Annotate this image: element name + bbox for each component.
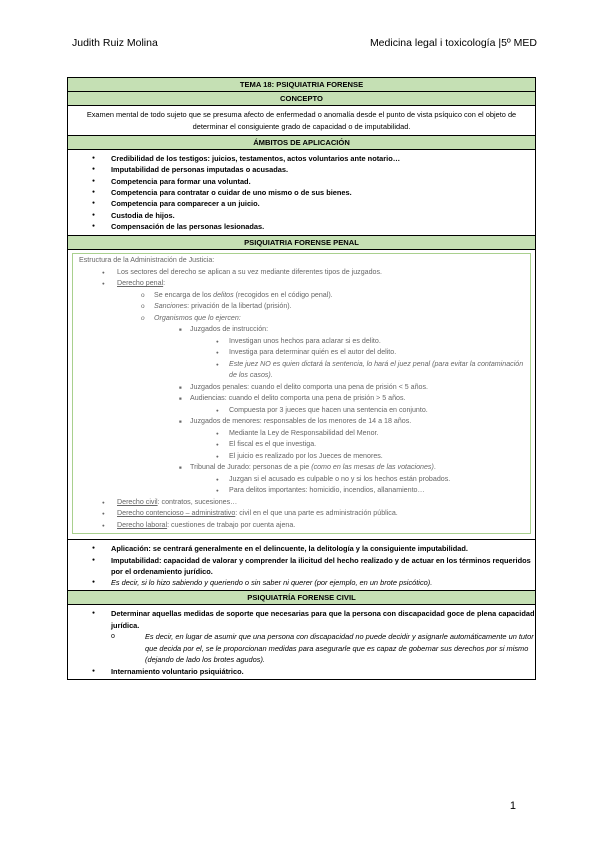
list-item: ● Custodia de hijos.	[68, 210, 535, 221]
text: .	[433, 463, 436, 472]
text-italic: delitos	[213, 290, 234, 299]
list-item: ● Competencia para formar una voluntad.	[68, 176, 535, 187]
text: : civil en el que una parte es administración pública.	[235, 509, 398, 518]
topic-table	[67, 77, 536, 680]
list-item: ● Los sectores del derecho se aplican a su vez mediante diferentes tipos de juzgados.	[79, 267, 524, 279]
text: : cuestiones de trabajo por cuenta ajena.	[167, 520, 296, 529]
derecho-civil-label: Derecho civil	[117, 497, 158, 506]
derecho-contencioso-label: Derecho contencioso – administrativo	[117, 509, 236, 518]
ambitos-body	[68, 150, 535, 236]
list-item: ● Este juez NO es quien dictará la sentencia, lo hará el juez penal (para evitar la contaminación de los casos).	[79, 359, 524, 382]
topic-title: TEMA 18: PSIQUIATRIA FORENSE	[68, 78, 535, 92]
list-item	[79, 497, 524, 509]
text: Se encarga de los	[154, 290, 214, 299]
list-item: ● Juzgan si el acusado es culpable o no y si los hechos están probados.	[79, 474, 524, 486]
list-item-sub: o Es decir, en lugar de asumir que una persona con discapacidad no puede decidir y asignarle automáticamente un tutor que decida por el, se le proporcionan medidas para asegurarle que es capaz de gobernar sus derechos por si mismo (dejando de lado los brotes agudos).	[68, 631, 535, 666]
ambitos-heading: ÁMBITOS DE APLICACIÓN	[68, 136, 535, 150]
list-item: ■ Juzgados de instrucción:	[79, 324, 524, 336]
justice-structure-box	[72, 253, 531, 534]
list-item: ● Aplicación: se centrará generalmente en el delincuente, la delitología y la consiguiente imputabilidad.	[68, 543, 535, 554]
list-item	[79, 278, 524, 290]
penal-notes-list	[68, 543, 535, 588]
derecho-penal-label: Derecho penal	[117, 279, 164, 288]
list-item: ● Investigan unos hechos para aclarar si es delito.	[79, 336, 524, 348]
list-item: ■ Audiencias: cuando el delito comporta una pena de prisión > 5 años.	[79, 393, 524, 405]
list-item: ● Imputabilidad: capacidad de valorar y comprender la ilicitud del hecho realizado y de actuar en los términos requeridos por el ordenamiento jurídico.	[68, 555, 535, 578]
civil-list-2	[68, 666, 535, 677]
list-item	[79, 508, 524, 520]
list-item: o Organismos que lo ejercen:	[79, 313, 524, 325]
civil-heading: PSIQUIATRÍA FORENSE CIVIL	[68, 591, 535, 605]
header-author: Judith Ruiz Molina	[72, 37, 158, 49]
list-item: ● Credibilidad de los testigos: juicios, testamentos, actos voluntarios ante notario…	[68, 153, 535, 164]
civil-body	[68, 605, 535, 679]
civil-list	[68, 608, 535, 631]
penal-body	[68, 253, 535, 540]
derecho-laboral-label: Derecho laboral	[117, 520, 168, 529]
concepto-heading: CONCEPTO	[68, 92, 535, 106]
list-item: ■ Juzgados penales: cuando el delito comporta una pena de prisión < 5 años.	[79, 382, 524, 394]
penal-heading: PSIQUIATRIA FORENSE PENAL	[68, 236, 535, 250]
list-item: ■ Juzgados de menores: responsables de los menores de 14 a 18 años.	[79, 416, 524, 428]
list-item: ● El juicio es realizado por los Jueces de menores.	[79, 451, 524, 463]
page-number: 1	[509, 800, 516, 812]
list-item: ● Investiga para determinar quién es el autor del delito.	[79, 347, 524, 359]
concepto-text: Examen mental de todo sujeto que se presuma afecto de enfermedad o anomalía desde el punto de vista psíquico con el objeto de determinar el consiguiente grado de capacidad o de imputabilidad.	[68, 106, 535, 136]
list-item: ● Mediante la Ley de Responsabilidad del Menor.	[79, 428, 524, 440]
list-item: ● El fiscal es el que investiga.	[79, 439, 524, 451]
text: : privación de la libertad (prisión).	[187, 302, 292, 311]
text: (recogidos en el código penal).	[233, 290, 333, 299]
header-subject: Medicina legal i toxicología |5º MED	[369, 37, 537, 49]
list-item	[79, 290, 524, 302]
list-item: ● Determinar aquellas medidas de soporte que necesarias para que la persona con discapacidad goce de plena capacidad jurídica.	[68, 608, 535, 631]
list-item: ● Compuesta por 3 jueces que hacen una sentencia en conjunto.	[79, 405, 524, 417]
list-item	[79, 520, 524, 532]
list-item	[79, 462, 524, 474]
text: : contratos, sucesiones…	[157, 497, 238, 506]
list-item: ● Competencia para contratar o cuidar de uno mismo o de sus bienes.	[68, 187, 535, 198]
list-item: ● Es decir, si lo hizo sabiendo y queriendo o sin saber ni querer (por ejemplo, en un brote psicótico).	[68, 577, 535, 588]
ambitos-list	[68, 153, 535, 232]
text-italic: Sanciones	[154, 302, 188, 311]
colon: :	[163, 279, 166, 288]
text-italic: (como en las mesas de las votaciones)	[311, 463, 434, 472]
list-item	[79, 301, 524, 313]
text: Tribunal de Jurado: personas de a pie	[190, 463, 312, 472]
penal-notes	[68, 540, 535, 591]
list-item: ● Imputabilidad de personas imputadas o acusadas.	[68, 164, 535, 175]
list-item: ● Internamiento voluntario psiquiátrico.	[68, 666, 535, 677]
list-item: ● Competencia para comparecer a un juicio.	[68, 198, 535, 209]
list-item: ● Compensación de las personas lesionadas.	[68, 221, 535, 232]
list-item: ● Para delitos importantes: homicidio, incendios, allanamiento…	[79, 485, 524, 497]
box-title: Estructura de la Administración de Justicia:	[79, 256, 215, 265]
